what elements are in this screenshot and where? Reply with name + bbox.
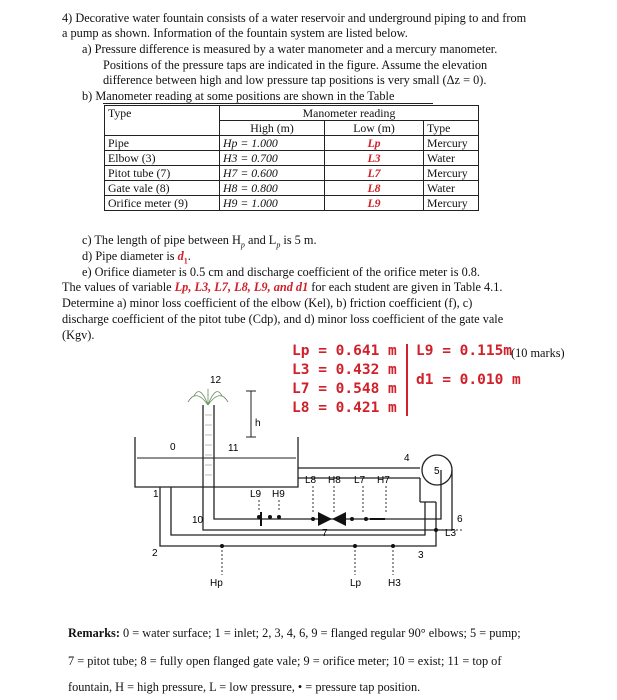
label-L7: L7	[354, 475, 366, 486]
label-7: 7	[322, 528, 328, 539]
question-line-3: discharge coefficient of the pitot tube (Cdp), and d) minor loss coefficient of the gate vale	[62, 312, 504, 326]
row-name: Gate vale (8)	[105, 181, 220, 196]
item-d: d) Pipe diameter is $d_1$.	[82, 249, 191, 266]
row-fluid: Water	[424, 181, 479, 196]
item-a-line-2: Positions of the pressure taps are indicated in the figure. Assume the elevation	[103, 58, 488, 72]
item-e: e) Orifice diameter is 0.5 cm and discharge coefficient of the orifice meter is 0.8.	[82, 265, 481, 279]
row-low: L3	[325, 151, 424, 166]
row-name: Orifice meter (9)	[105, 196, 220, 211]
question-line-4: (Kgv).	[62, 328, 95, 342]
table-header-type: Type	[105, 106, 220, 121]
item-c: c) The length of pipe between $H_p$ and $L_p$ is 5 m.	[82, 233, 317, 250]
label-Lp: Lp	[350, 578, 362, 589]
label-L9: L9	[250, 489, 262, 500]
table-header-low: Low (m)	[325, 121, 424, 136]
label-H8: H8	[328, 475, 341, 486]
remarks-line-1: Remarks: 0 = water surface; 1 = inlet; 2, 3, 4, 6, 9 = flanged regular 90° elbows; 5 = pump;	[68, 626, 521, 640]
label-H9: H9	[272, 489, 285, 500]
label-h: h	[255, 418, 261, 429]
row-fluid: Mercury	[424, 196, 479, 211]
label-1: 1	[153, 489, 159, 500]
question-line-2: Determine a) minor loss coefficient of the elbow (Kel), b) friction coefficient (f), c)	[62, 296, 473, 310]
problem-line-1: 4) Decorative water fountain consists of a water reservoir and underground piping to and from	[62, 11, 527, 25]
row-high: Hp = 1.000	[220, 136, 325, 151]
remarks-line-2: 7 = pitot tube; 8 = fully open flanged gate vale; 9 = orifice meter; 10 = exist; 11 = top of	[68, 654, 502, 668]
item-a-line-1: a) Pressure difference is measured by a water manometer and a mercury manometer.	[82, 42, 498, 56]
table-header-high: High (m)	[220, 121, 325, 136]
row-low: L7	[325, 166, 424, 181]
handwritten-lp: Lp = 0.641 m	[292, 343, 397, 359]
handwritten-l8: L8 = 0.421 m	[292, 400, 397, 416]
label-10: 10	[192, 515, 204, 526]
label-2: 2	[152, 548, 158, 559]
fountain-spray	[188, 389, 228, 405]
row-name: Pipe	[105, 136, 220, 151]
row-high: H7 = 0.600	[220, 166, 325, 181]
row-fluid: Water	[424, 151, 479, 166]
row-name: Pitot tube (7)	[105, 166, 220, 181]
label-11: 11	[228, 443, 239, 454]
label-Hp: Hp	[210, 578, 223, 589]
row-low: L8	[325, 181, 424, 196]
label-12: 12	[210, 375, 222, 386]
problem-line-2: a pump as shown. Information of the fountain system are listed below.	[62, 26, 408, 40]
label-H3: H3	[388, 578, 401, 589]
marks-label: (10 marks)	[511, 346, 565, 360]
item-a-line-3: difference between high and low pressure tap positions is very small (Δz = 0).	[103, 73, 487, 87]
table-header-type2: Type	[424, 121, 479, 136]
label-H7: H7	[377, 475, 390, 486]
row-fluid: Mercury	[424, 136, 479, 151]
label-5: 5	[434, 466, 440, 477]
row-name: Elbow (3)	[105, 151, 220, 166]
gate-valve-icon	[318, 512, 346, 526]
label-6: 6	[457, 514, 463, 525]
row-high: H3 = 0.700	[220, 151, 325, 166]
label-3: 3	[418, 550, 424, 561]
question-line-1: The values of variable Lp, L3, L7, L8, L9, and d1 for each student are given in Table 4.1.	[62, 280, 503, 294]
handwritten-d1: d1 = 0.010 m	[416, 372, 521, 388]
label-4: 4	[404, 453, 410, 464]
row-fluid: Mercury	[424, 166, 479, 181]
label-0: 0	[170, 442, 176, 453]
row-low: Lp	[325, 136, 424, 151]
handwritten-l9: L9 = 0.115m	[416, 343, 513, 359]
remarks-line-3: fountain, H = high pressure, L = low pressure, • = pressure tap position.	[68, 680, 421, 694]
label-L3: L3	[445, 528, 457, 539]
row-high: H9 = 1.000	[220, 196, 325, 211]
label-L8: L8	[305, 475, 317, 486]
handwritten-l7: L7 = 0.548 m	[292, 381, 397, 397]
row-high: H8 = 0.800	[220, 181, 325, 196]
row-low: L9	[325, 196, 424, 211]
item-b-line: b) Manometer reading at some positions are shown in the Table	[82, 89, 395, 103]
handwritten-l3: L3 = 0.432 m	[292, 362, 397, 378]
table-header-reading: Manometer reading	[220, 106, 479, 121]
